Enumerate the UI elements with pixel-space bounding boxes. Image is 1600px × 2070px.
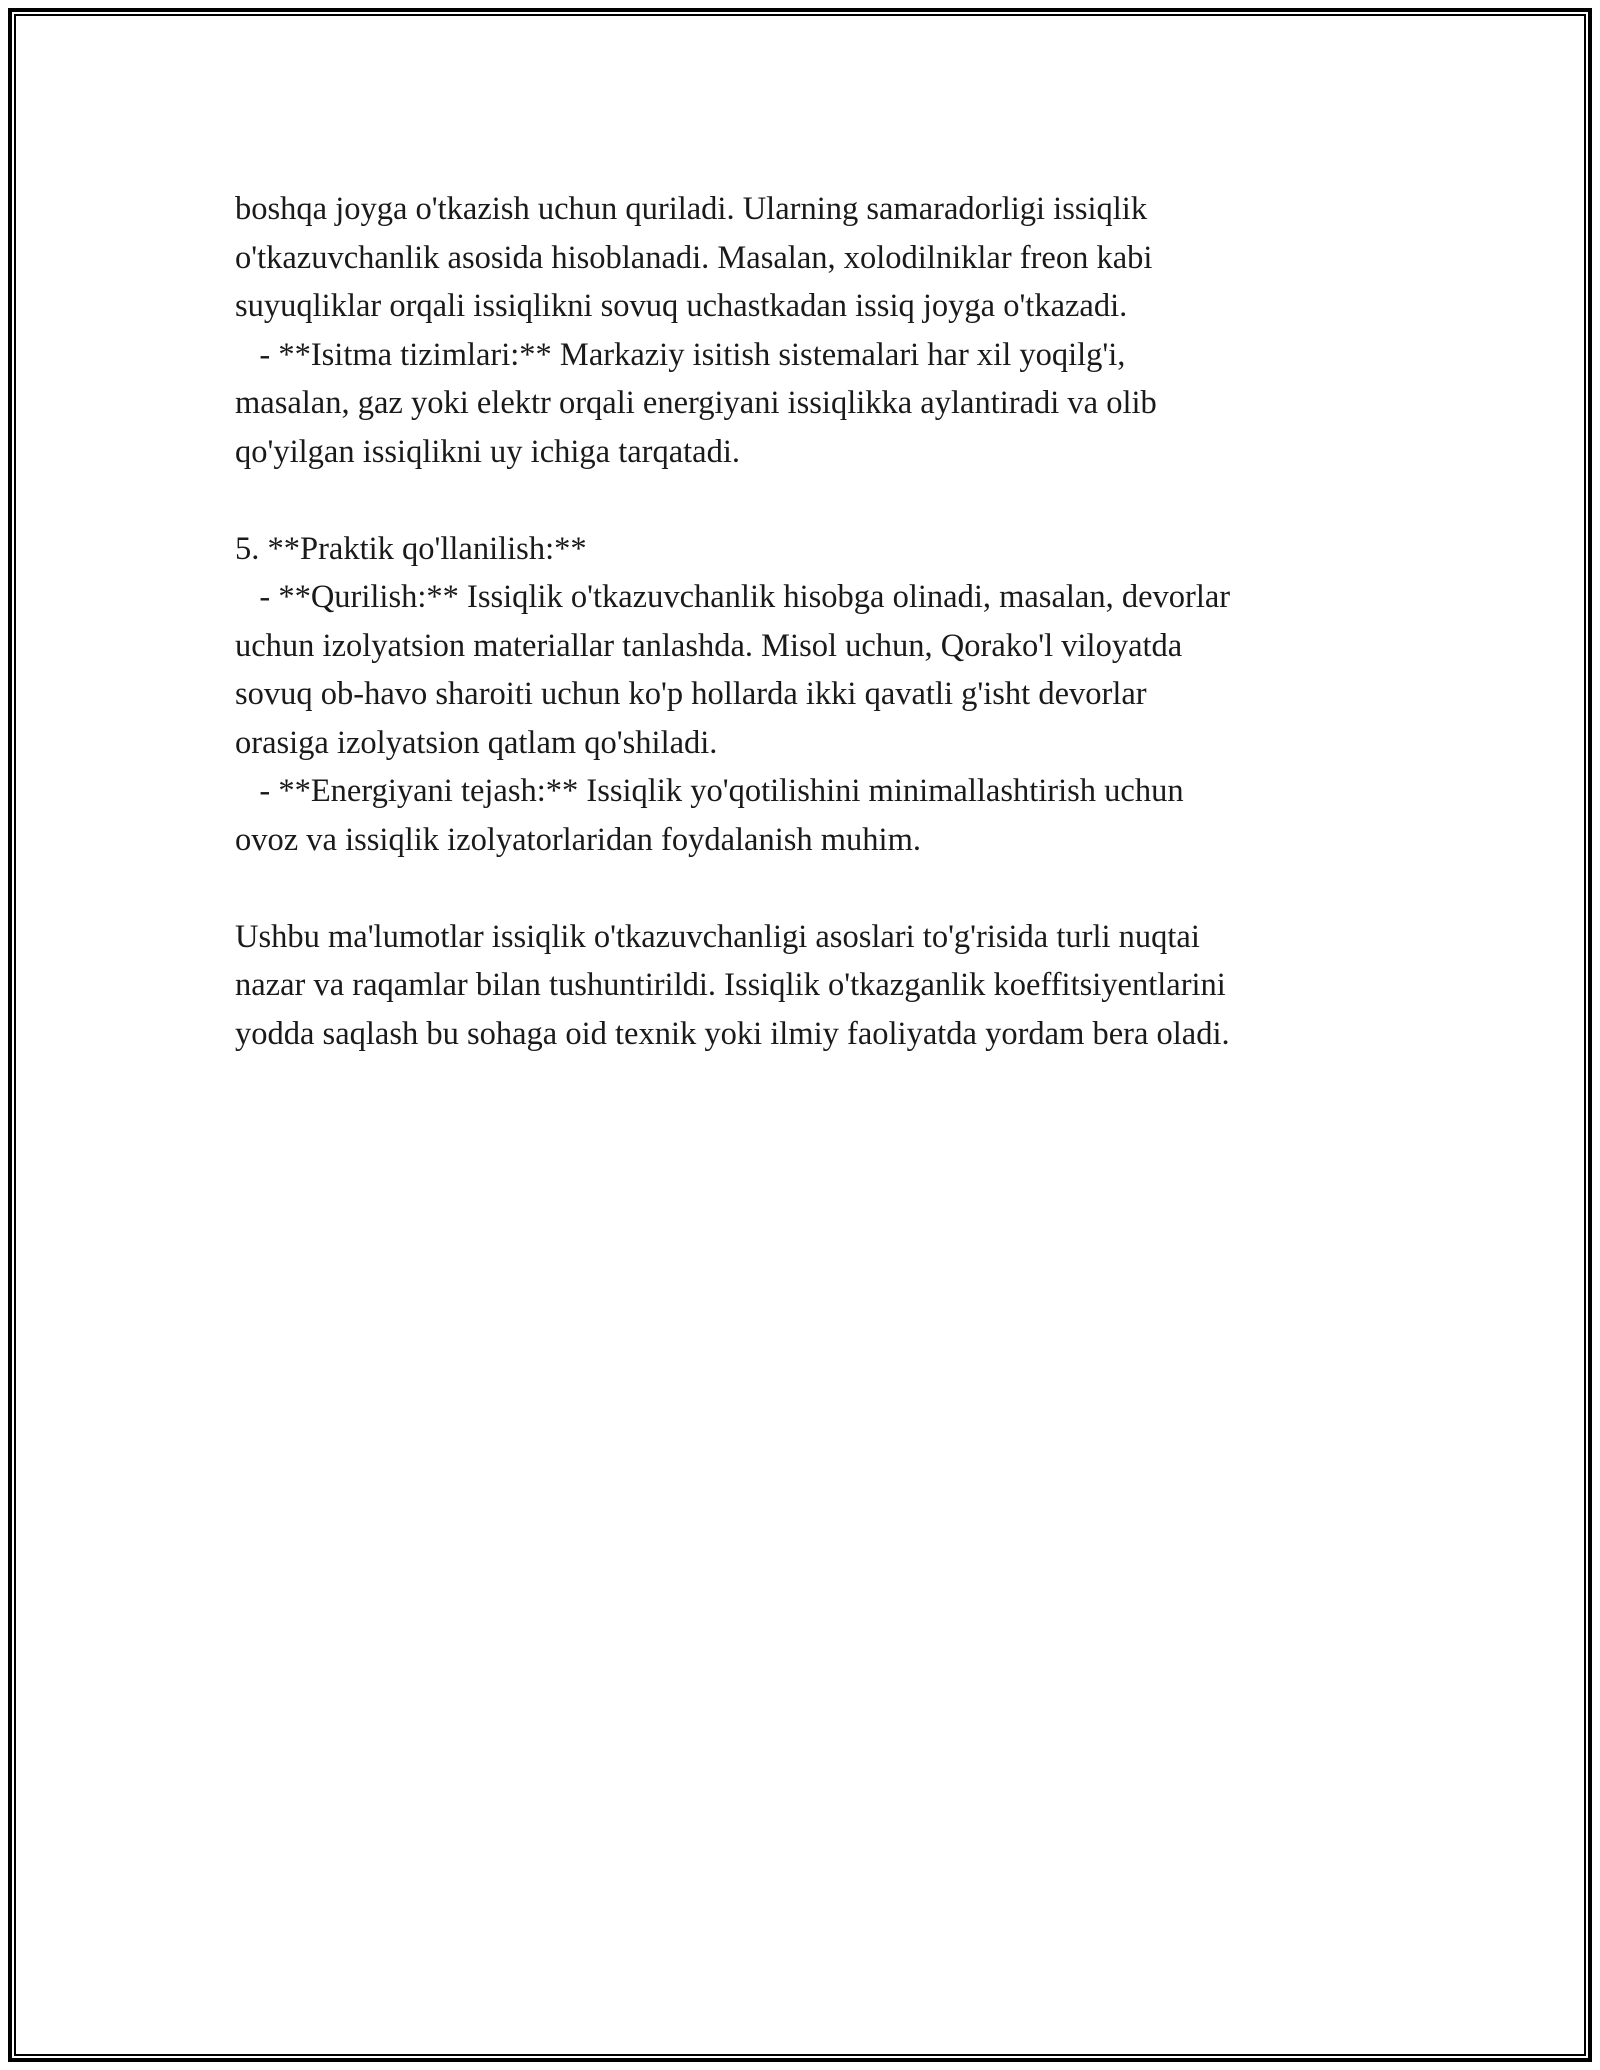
list-item-heating-systems: - **Isitma tizimlari:** Markaziy isitish sistemalari har xil yoqilg'i, [235, 336, 1126, 373]
section-heading-practical: 5. **Praktik qo'llanilish:** [235, 530, 587, 567]
text-line: qo'yilgan issiqlikni uy ichiga tarqatadi. [235, 433, 741, 470]
text-line: uchun izolyatsion materiallar tanlashda. Misol uchun, Qorako'l viloyatda [235, 627, 1183, 664]
list-item-energy-saving: - **Energiyani tejash:** Issiqlik yo'qotilishini minimallashtirish uchun [235, 773, 1184, 809]
list-item-construction: - **Qurilish:** Issiqlik o'tkazuvchanlik hisobga olinadi, masalan, devorlar [235, 579, 1231, 615]
text-line: suyuqliklar orqali issiqlikni sovuq uchastkadan issiq joyga o'tkazadi. [235, 288, 1128, 324]
text-line: ovoz va issiqlik izolyatorlaridan foydalanish muhim. [235, 821, 921, 858]
text-line: yodda saqlash bu sohaga oid texnik yoki ilmiy faoliyatda yordam bera oladi. [235, 1015, 1230, 1052]
paragraph-gap [235, 476, 1415, 525]
paragraph-gap [235, 864, 1415, 913]
text-line: Ushbu ma'lumotlar issiqlik o'tkazuvchanligi asoslari to'g'risida turli nuqtai [235, 918, 1200, 955]
text-line: sovuq ob-havo sharoiti uchun ko'p hollarda ikki qavatli g'isht devorlar [235, 676, 1147, 712]
text-line: nazar va raqamlar bilan tushuntirildi. Issiqlik o'tkazganlik koeffitsiyentlarini [235, 967, 1226, 1003]
document-body [235, 185, 1415, 1058]
text-line: masalan, gaz yoki elektr orqali energiyani issiqlikka aylantiradi va olib [235, 385, 1157, 421]
text-line: o'tkazuvchanlik asosida hisoblanadi. Masalan, xolodilniklar freon kabi [235, 239, 1153, 276]
text-line: orasiga izolyatsion qatlam qo'shiladi. [235, 724, 718, 761]
paragraph-cooling-heating [235, 185, 1415, 476]
paragraph-conclusion [235, 913, 1415, 1059]
paragraph-practical-applications [235, 525, 1415, 865]
text-line: boshqa joyga o'tkazish uchun quriladi. Ularning samaradorligi issiqlik [235, 191, 1148, 227]
